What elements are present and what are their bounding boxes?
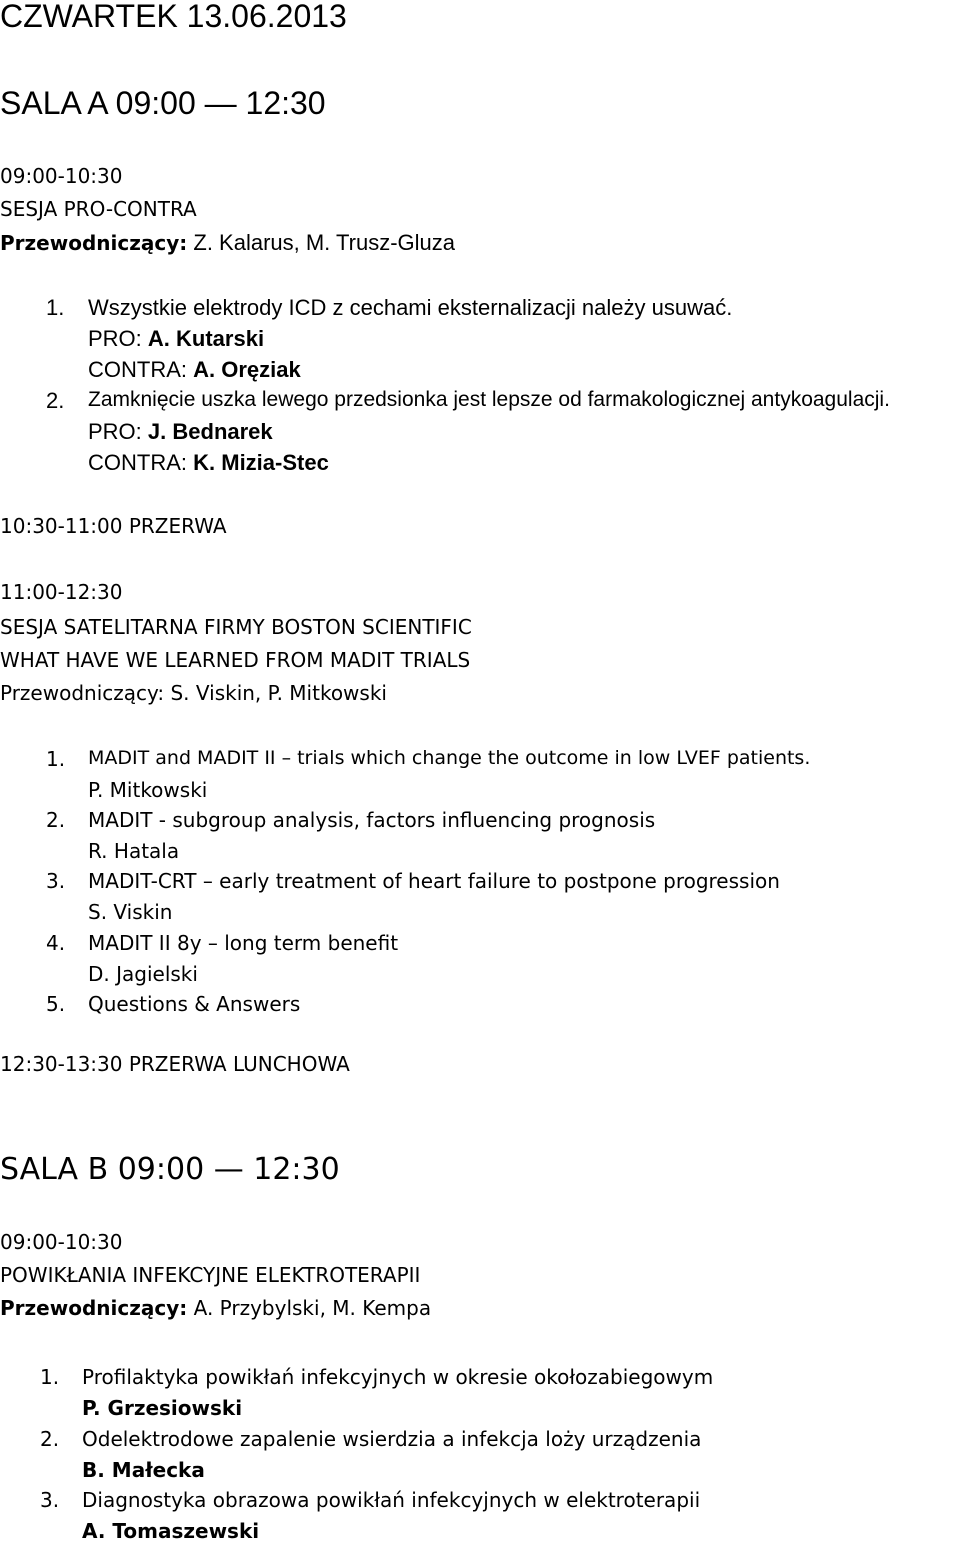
item-number: 2. xyxy=(46,388,65,413)
chairs-label: Przewodniczący: xyxy=(0,1296,188,1320)
item-speaker: B. Małecka xyxy=(82,1458,205,1482)
pro-name: A. Kutarski xyxy=(147,326,265,351)
item-title: Questions & Answers xyxy=(88,992,301,1016)
item-title: Diagnostyka obrazowa powikłań infekcyjnych w elektroterapii xyxy=(82,1488,701,1512)
item-number: 1. xyxy=(46,747,66,771)
item-speaker: S. Viskin xyxy=(88,900,173,924)
item-title: Odelektrodowe zapalenie wsierdzia a infekcja loży urządzenia xyxy=(82,1427,702,1451)
chairs-names: Z. Kalarus, M. Trusz-Gluza xyxy=(193,230,455,255)
session-b1-chairs xyxy=(0,1298,431,1318)
item-number: 1. xyxy=(40,1365,60,1389)
chairs-names: A. Przybylski, M. Kempa xyxy=(193,1296,432,1320)
contra-name: A. Oręziak xyxy=(193,357,301,382)
session-a2-subtitle: WHAT HAVE WE LEARNED FROM MADIT TRIALS xyxy=(0,648,471,672)
item-speaker: P. Grzesiowski xyxy=(82,1396,243,1420)
item-speaker: R. Hatala xyxy=(88,839,180,863)
session-a1-chairs xyxy=(0,232,455,254)
item-title: MADIT - subgroup analysis, factors influencing prognosis xyxy=(88,808,656,832)
session-a2-name: SESJA SATELITARNA FIRMY BOSTON SCIENTIFIC xyxy=(0,615,472,639)
item-number: 4. xyxy=(46,931,66,955)
item-number: 2. xyxy=(46,808,66,832)
item-speaker: P. Mitkowski xyxy=(88,778,208,802)
sala-b-title: SALA B 09:00 — 12:30 xyxy=(0,1152,340,1187)
session-a2-time: 11:00-12:30 xyxy=(0,580,123,604)
item-speaker: A. Tomaszewski xyxy=(82,1519,260,1543)
break-2: 12:30-13:30 PRZERWA LUNCHOWA xyxy=(0,1052,350,1076)
contra-name: K. Mizia-Stec xyxy=(193,450,329,475)
session-b1-name: POWIKŁANIA INFEKCYJNE ELEKTROTERAPII xyxy=(0,1263,421,1287)
item-number: 2. xyxy=(40,1427,60,1451)
item-speaker: D. Jagielski xyxy=(88,962,198,986)
chairs-label: Przewodniczący: xyxy=(0,231,188,255)
item-number: 3. xyxy=(40,1488,60,1512)
item-pro xyxy=(88,419,273,445)
sala-a-title: SALA A 09:00 — 12:30 xyxy=(0,85,326,121)
break-1: 10:30-11:00 PRZERWA xyxy=(0,514,227,538)
session-b1-time: 09:00-10:30 xyxy=(0,1230,123,1254)
session-a2-chairs: Przewodniczący: S. Viskin, P. Mitkowski xyxy=(0,681,387,705)
item-pro xyxy=(88,326,264,352)
pro-label: PRO: xyxy=(88,419,142,444)
pro-label: PRO: xyxy=(88,326,142,351)
item-title: MADIT II 8y – long term benefit xyxy=(88,931,399,955)
item-contra xyxy=(88,357,301,383)
item-title: MADIT and MADIT II – trials which change the outcome in low LVEF patients. xyxy=(88,747,811,769)
item-title: MADIT-CRT – early treatment of heart failure to postpone progression xyxy=(88,869,780,893)
day-header: CZWARTEK 13.06.2013 xyxy=(0,0,347,34)
item-title: Wszystkie elektrody ICD z cechami eksternalizacji należy usuwać. xyxy=(88,295,733,320)
item-title: Zamknięcie uszka lewego przedsionka jest lepsze od farmakologicznej antykoagulacji. xyxy=(88,388,890,411)
item-title: Profilaktyka powikłań infekcyjnych w okresie okołozabiegowym xyxy=(82,1365,714,1389)
item-contra xyxy=(88,450,329,476)
session-a1-name: SESJA PRO-CONTRA xyxy=(0,197,197,221)
contra-label: CONTRA: xyxy=(88,357,187,382)
pro-name: J. Bednarek xyxy=(147,419,273,444)
item-number: 3. xyxy=(46,869,66,893)
contra-label: CONTRA: xyxy=(88,450,187,475)
item-number: 1. xyxy=(46,295,65,320)
session-a1-time: 09:00-10:30 xyxy=(0,164,123,188)
item-number: 5. xyxy=(46,992,66,1016)
